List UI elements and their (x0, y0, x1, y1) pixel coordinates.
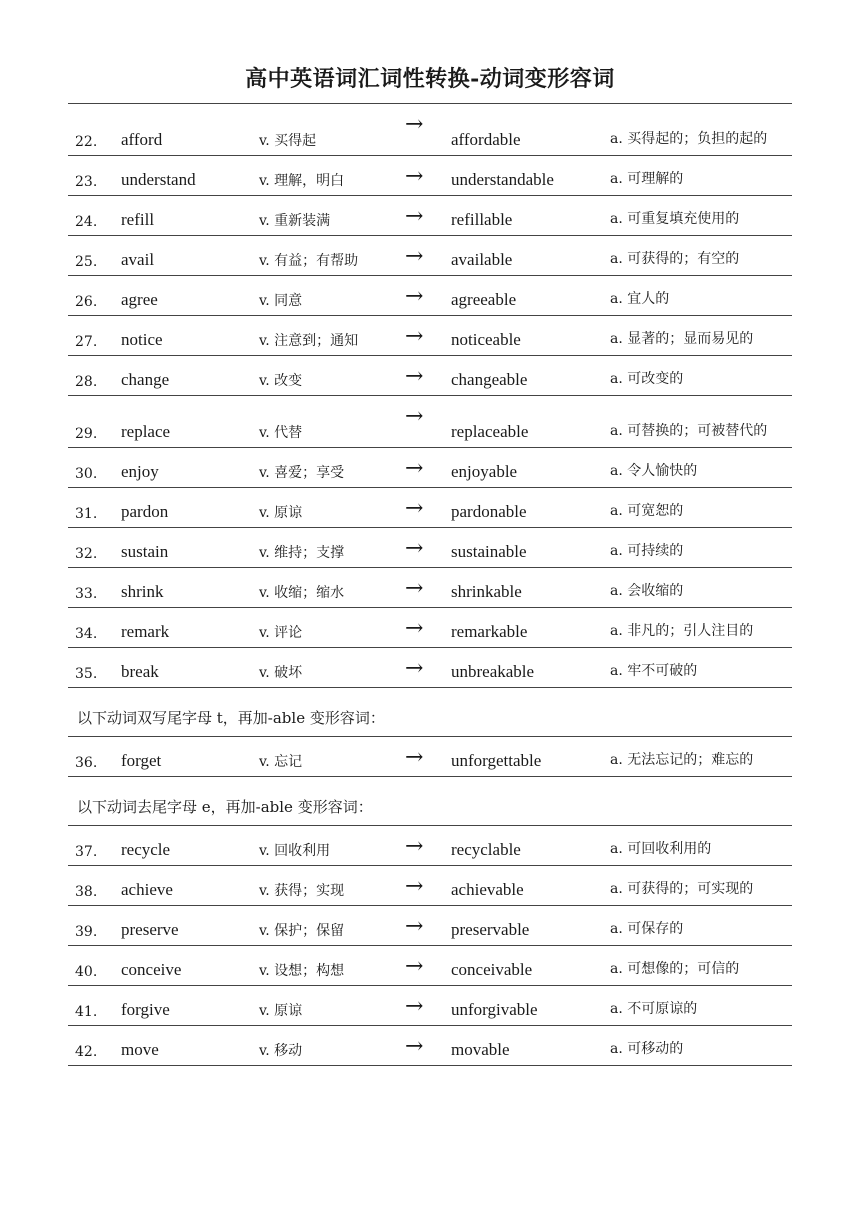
table-row (68, 236, 792, 276)
table-row (68, 648, 792, 688)
adjective-word: achievable (451, 866, 610, 906)
verb-word: sustain (121, 528, 259, 568)
adjective-word: refillable (451, 196, 610, 236)
adjective-word: conceivable (451, 946, 610, 986)
arrow-icon: → (405, 316, 451, 356)
verb-word: change (121, 356, 259, 396)
verb-meaning: v. 重新装满 (259, 196, 405, 236)
table-row (68, 356, 792, 396)
verb-meaning: v. 收缩；缩水 (259, 568, 405, 608)
verb-word: forgive (121, 986, 259, 1026)
verb-meaning: v. 有益；有帮助 (259, 236, 405, 276)
arrow-icon: → (405, 196, 451, 236)
verb-meaning: v. 设想；构想 (259, 946, 405, 986)
adjective-meaning: a. 牢不可破的 (610, 648, 792, 688)
entry-number: 39. (68, 906, 121, 946)
verb-word: conceive (121, 946, 259, 986)
verb-word: move (121, 1026, 259, 1066)
adjective-word: sustainable (451, 528, 610, 568)
adjective-word: enjoyable (451, 448, 610, 488)
verb-meaning: v. 破坏 (259, 648, 405, 688)
entry-number: 26. (68, 276, 121, 316)
entry-number: 36. (68, 737, 121, 777)
verb-meaning: v. 原谅 (259, 986, 405, 1026)
arrow-icon: → (405, 276, 451, 316)
table-row (68, 906, 792, 946)
arrow-icon: → (405, 986, 451, 1026)
verb-word: agree (121, 276, 259, 316)
verb-word: understand (121, 156, 259, 196)
verb-meaning: v. 同意 (259, 276, 405, 316)
verb-word: refill (121, 196, 259, 236)
entry-number: 30. (68, 448, 121, 488)
entry-number: 33. (68, 568, 121, 608)
arrow-icon: → (405, 648, 451, 688)
verb-meaning: v. 获得；实现 (259, 866, 405, 906)
adjective-meaning: a. 无法忘记的；难忘的 (610, 737, 792, 777)
arrow-icon: → (405, 448, 451, 488)
section-note-row (68, 777, 792, 826)
adjective-word: pardonable (451, 488, 610, 528)
table-row (68, 608, 792, 648)
verb-word: break (121, 648, 259, 688)
adjective-meaning: a. 可移动的 (610, 1026, 792, 1066)
adjective-word: unforgivable (451, 986, 610, 1026)
table-row (68, 396, 792, 448)
arrow-icon: → (405, 568, 451, 608)
table-row (68, 448, 792, 488)
adjective-word: preservable (451, 906, 610, 946)
entry-number: 32. (68, 528, 121, 568)
adjective-meaning: a. 可获得的；有空的 (610, 236, 792, 276)
vocab-table (68, 103, 792, 1066)
entry-number: 28. (68, 356, 121, 396)
adjective-word: agreeable (451, 276, 610, 316)
verb-word: enjoy (121, 448, 259, 488)
arrow-icon: → (405, 236, 451, 276)
entry-number: 35. (68, 648, 121, 688)
arrow-icon: → (405, 156, 451, 196)
entry-number: 41. (68, 986, 121, 1026)
adjective-meaning: a. 买得起的；负担的起的 (610, 104, 792, 156)
verb-meaning: v. 买得起 (259, 104, 405, 156)
verb-meaning: v. 回收利用 (259, 826, 405, 866)
vocab-table-body (68, 104, 792, 1066)
arrow-icon: → (405, 1026, 451, 1066)
verb-word: afford (121, 104, 259, 156)
verb-word: preserve (121, 906, 259, 946)
entry-number: 24. (68, 196, 121, 236)
table-row (68, 866, 792, 906)
arrow-icon: → (405, 528, 451, 568)
table-row (68, 568, 792, 608)
adjective-meaning: a. 令人愉快的 (610, 448, 792, 488)
verb-meaning: v. 保护；保留 (259, 906, 405, 946)
table-row (68, 488, 792, 528)
adjective-word: unforgettable (451, 737, 610, 777)
arrow-icon: → (405, 906, 451, 946)
table-row (68, 737, 792, 777)
adjective-word: available (451, 236, 610, 276)
adjective-meaning: a. 非凡的；引人注目的 (610, 608, 792, 648)
arrow-icon: → (405, 826, 451, 866)
adjective-word: understandable (451, 156, 610, 196)
arrow-icon: → (405, 608, 451, 648)
verb-meaning: v. 代替 (259, 396, 405, 448)
verb-meaning: v. 注意到；通知 (259, 316, 405, 356)
entry-number: 29. (68, 396, 121, 448)
verb-meaning: v. 移动 (259, 1026, 405, 1066)
verb-meaning: v. 评论 (259, 608, 405, 648)
table-row (68, 316, 792, 356)
adjective-word: movable (451, 1026, 610, 1066)
adjective-meaning: a. 可替换的；可被替代的 (610, 396, 792, 448)
adjective-meaning: a. 不可原谅的 (610, 986, 792, 1026)
entry-number: 22. (68, 104, 121, 156)
arrow-icon: → (405, 488, 451, 528)
adjective-word: replaceable (451, 396, 610, 448)
adjective-word: recyclable (451, 826, 610, 866)
entry-number: 37. (68, 826, 121, 866)
adjective-word: remarkable (451, 608, 610, 648)
adjective-meaning: a. 显著的；显而易见的 (610, 316, 792, 356)
verb-meaning: v. 忘记 (259, 737, 405, 777)
table-row (68, 156, 792, 196)
table-row (68, 946, 792, 986)
adjective-word: unbreakable (451, 648, 610, 688)
adjective-word: affordable (451, 104, 610, 156)
table-row (68, 104, 792, 156)
arrow-icon: → (405, 104, 451, 156)
entry-number: 38. (68, 866, 121, 906)
adjective-word: noticeable (451, 316, 610, 356)
verb-word: recycle (121, 826, 259, 866)
adjective-word: changeable (451, 356, 610, 396)
adjective-meaning: a. 可持续的 (610, 528, 792, 568)
arrow-icon: → (405, 866, 451, 906)
adjective-meaning: a. 可保存的 (610, 906, 792, 946)
verb-word: replace (121, 396, 259, 448)
verb-word: notice (121, 316, 259, 356)
verb-word: forget (121, 737, 259, 777)
table-row (68, 826, 792, 866)
entry-number: 25. (68, 236, 121, 276)
verb-word: remark (121, 608, 259, 648)
table-row (68, 986, 792, 1026)
adjective-meaning: a. 可理解的 (610, 156, 792, 196)
section-note: 以下动词双写尾字母 t，再加-able 变形容词： (68, 688, 792, 737)
adjective-meaning: a. 可改变的 (610, 356, 792, 396)
verb-word: achieve (121, 866, 259, 906)
adjective-meaning: a. 宜人的 (610, 276, 792, 316)
entry-number: 27. (68, 316, 121, 356)
entry-number: 34. (68, 608, 121, 648)
entry-number: 23. (68, 156, 121, 196)
verb-word: pardon (121, 488, 259, 528)
table-row (68, 276, 792, 316)
verb-word: shrink (121, 568, 259, 608)
arrow-icon: → (405, 737, 451, 777)
section-note: 以下动词去尾字母 e，再加-able 变形容词： (68, 777, 792, 826)
adjective-meaning: a. 可宽恕的 (610, 488, 792, 528)
verb-meaning: v. 改变 (259, 356, 405, 396)
table-row (68, 528, 792, 568)
verb-meaning: v. 理解，明白 (259, 156, 405, 196)
adjective-meaning: a. 会收缩的 (610, 568, 792, 608)
arrow-icon: → (405, 356, 451, 396)
arrow-icon: → (405, 946, 451, 986)
entry-number: 42. (68, 1026, 121, 1066)
adjective-meaning: a. 可回收利用的 (610, 826, 792, 866)
verb-meaning: v. 喜爱；享受 (259, 448, 405, 488)
adjective-meaning: a. 可重复填充使用的 (610, 196, 792, 236)
section-note-row (68, 688, 792, 737)
table-row (68, 1026, 792, 1066)
entry-number: 31. (68, 488, 121, 528)
verb-word: avail (121, 236, 259, 276)
entry-number: 40. (68, 946, 121, 986)
adjective-word: shrinkable (451, 568, 610, 608)
verb-meaning: v. 维持；支撑 (259, 528, 405, 568)
page-title: 高中英语词汇词性转换-动词变形容词 (245, 66, 615, 92)
table-row (68, 196, 792, 236)
adjective-meaning: a. 可获得的；可实现的 (610, 866, 792, 906)
verb-meaning: v. 原谅 (259, 488, 405, 528)
adjective-meaning: a. 可想像的；可信的 (610, 946, 792, 986)
arrow-icon: → (405, 396, 451, 448)
